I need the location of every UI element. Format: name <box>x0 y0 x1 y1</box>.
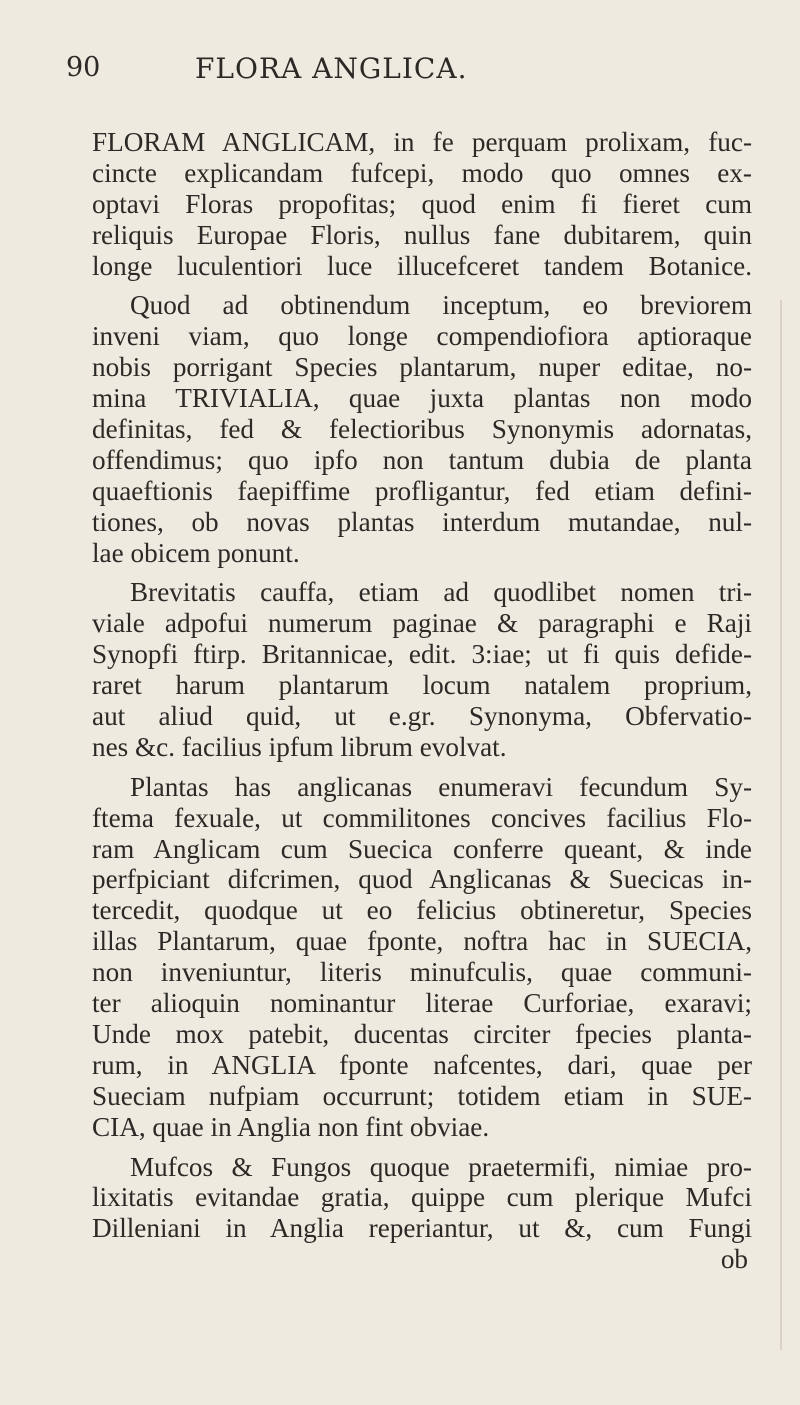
text-line: ftema fexuale, ut commilitones concives facilius Flo- <box>92 802 752 833</box>
text-line: reliquis Europae Floris, nullus fane dubitarem, quin <box>92 219 752 250</box>
paragraph-1 <box>92 127 752 281</box>
text-line: tercedit, quodque ut eo felicius obtineretur, Species <box>92 895 752 926</box>
text-line: Synopfi ftirp. Britannicae, edit. 3:iae; ut fi quis defide- <box>92 639 752 670</box>
text-line: lae obicem ponunt. <box>92 537 300 568</box>
text-line: ter alioquin nominantur literae Curforiae, exaravi; <box>92 988 752 1019</box>
text-line: Brevitatis cauffa, etiam ad quodlibet nomen tri- <box>130 577 752 608</box>
paragraph-5 <box>92 1152 752 1276</box>
text-line: Sueciam nufpiam occurrunt; totidem etiam in SUE- <box>92 1080 752 1111</box>
paragraph-2 <box>92 290 752 568</box>
text-line: optavi Floras propofitas; quod enim fi fieret cum <box>92 188 752 219</box>
text-line: nes &c. facilius ipfum librum evolvat. <box>92 731 507 762</box>
body-text <box>92 127 752 1275</box>
text-line: longe luculentiori luce illucefceret tandem Botanice. <box>92 250 752 281</box>
text-line: FLORAM ANGLICAM, in fe perquam prolixam, fuc- <box>92 127 752 157</box>
text-line: illas Plantarum, quae fponte, noftra hac in SUECIA, <box>92 926 752 957</box>
text-line: nobis porrigant Species plantarum, nuper editae, no- <box>92 352 752 383</box>
text-line: non inveniuntur, literis minufculis, quae communi- <box>92 957 752 988</box>
running-title: FLORA ANGLICA. <box>195 52 468 85</box>
page-edge-shadow <box>780 300 782 1350</box>
text-line: rum, in ANGLIA fponte nafcentes, dari, quae per <box>92 1049 752 1080</box>
text-line: Unde mox patebit, ducentas circiter fpecies planta- <box>92 1018 752 1049</box>
text-line: offendimus; quo ipfo non tantum dubia de planta <box>92 444 752 475</box>
text-line: lixitatis evitandae gratia, quippe cum plerique Mufci <box>92 1182 752 1213</box>
text-line: ram Anglicam cum Suecica conferre queant, & inde <box>92 833 752 864</box>
text-line: cincte explicandam fufcepi, modo quo omnes ex- <box>92 157 752 188</box>
text-line: viale adpofui numerum paginae & paragraphi e Raji <box>92 608 752 639</box>
text-line: Dilleniani in Anglia reperiantur, ut &, cum Fungi <box>92 1213 752 1244</box>
text-line: Quod ad obtinendum inceptum, eo breviorem <box>130 290 752 321</box>
paragraph-3 <box>92 577 752 762</box>
text-line: raret harum plantarum locum natalem proprium, <box>92 670 752 701</box>
catchword: ob <box>720 1244 748 1275</box>
text-line: perfpiciant difcrimen, quod Anglicanas & Suecicas in- <box>92 864 752 895</box>
text-line: CIA, quae in Anglia non fint obviae. <box>92 1111 490 1142</box>
paragraph-4 <box>92 772 752 1143</box>
page-header <box>0 52 800 92</box>
text-line: quaeftionis faepiffime profligantur, fed etiam defini- <box>92 475 752 506</box>
text-line: aut aliud quid, ut e.gr. Synonyma, Obfervatio- <box>92 701 752 732</box>
text-line: mina TRIVIALIA, quae juxta plantas non modo <box>92 383 752 414</box>
text-line: inveni viam, quo longe compendiofiora aptioraque <box>92 321 752 352</box>
text-line: Plantas has anglicanas enumeravi fecundum Sy- <box>130 771 752 802</box>
page-number: 90 <box>66 52 101 83</box>
text-line: Mufcos & Fungos quoque praetermifi, nimiae pro- <box>130 1151 752 1182</box>
text-line: tiones, ob novas plantas interdum mutandae, nul- <box>92 506 752 537</box>
text-line: definitas, fed & felectioribus Synonymis adornatas, <box>92 414 752 445</box>
